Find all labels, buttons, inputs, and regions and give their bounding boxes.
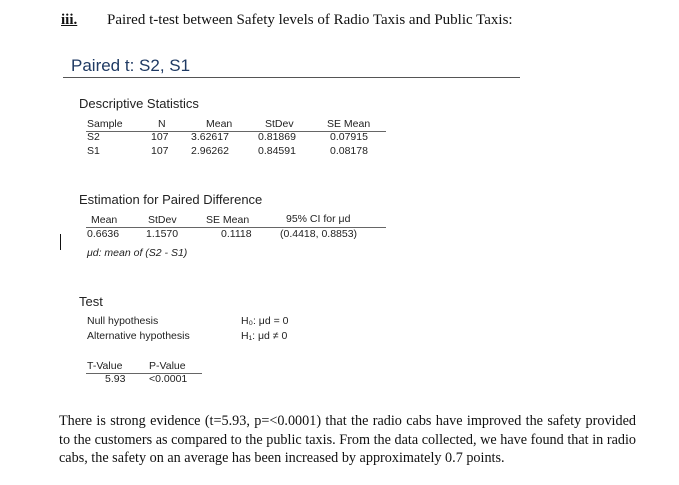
conclusion-paragraph: There is strong evidence (t=5.93, p=<0.0001) that the radio cabs have improved the safety provided to the customers as compared to the public taxis. From the data collected, we have found that in radio cabs, the safety on an average has been increased by approximately 0.7 points. (59, 413, 636, 467)
col-header-stdev: StDev (148, 214, 177, 226)
descriptive-stats-title: Descriptive Statistics (79, 96, 199, 111)
cell-se-mean: 0.07915 (330, 131, 368, 143)
null-hypothesis-value: H₀: μd = 0 (241, 315, 289, 327)
col-header-se-mean: SE Mean (206, 214, 250, 226)
col-header-mean: Mean (91, 214, 118, 226)
cell-stdev: 1.1570 (146, 228, 179, 240)
test-title: Test (79, 294, 103, 309)
col-header-t-value: T-Value (87, 360, 123, 372)
text-cursor-mark (60, 234, 61, 250)
title-divider (63, 77, 520, 78)
cell-sample: S1 (87, 145, 100, 157)
cell-stdev: 0.84591 (258, 145, 296, 157)
cell-sample: S2 (87, 131, 100, 143)
alternative-hypothesis-value: H₁: μd ≠ 0 (241, 330, 288, 342)
cell-mean: 3.62617 (191, 131, 229, 143)
cell-mean: 0.6636 (87, 228, 120, 240)
null-hypothesis-label: Null hypothesis (87, 315, 159, 327)
cell-se-mean: 0.1118 (221, 228, 252, 240)
col-header-p-value: P-Value (149, 360, 186, 372)
col-header-sample: Sample (87, 118, 123, 130)
col-header-stdev: StDev (265, 118, 294, 130)
alternative-hypothesis-label: Alternative hypothesis (87, 330, 190, 342)
col-header-se-mean: SE Mean (327, 118, 371, 130)
minitab-title: Paired t: S2, S1 (71, 56, 191, 75)
section-heading: Paired t-test between Safety levels of Radio Taxis and Public Taxis: (107, 12, 513, 28)
difference-note: μd: mean of (S2 - S1) (87, 247, 188, 259)
cell-mean: 2.96262 (191, 145, 229, 157)
cell-stdev: 0.81869 (258, 131, 296, 143)
cell-n: 107 (151, 145, 169, 157)
section-numeral: iii. (61, 12, 78, 28)
cell-se-mean: 0.08178 (330, 145, 368, 157)
cell-t-value: 5.93 (105, 373, 126, 385)
col-header-mean: Mean (206, 118, 233, 130)
col-header-ci: 95% CI for μd (286, 213, 351, 225)
col-header-n: N (158, 118, 166, 130)
cell-p-value: <0.0001 (149, 373, 188, 385)
cell-n: 107 (151, 131, 169, 143)
estimation-title: Estimation for Paired Difference (79, 192, 263, 207)
cell-ci: (0.4418, 0.8853) (280, 228, 358, 240)
